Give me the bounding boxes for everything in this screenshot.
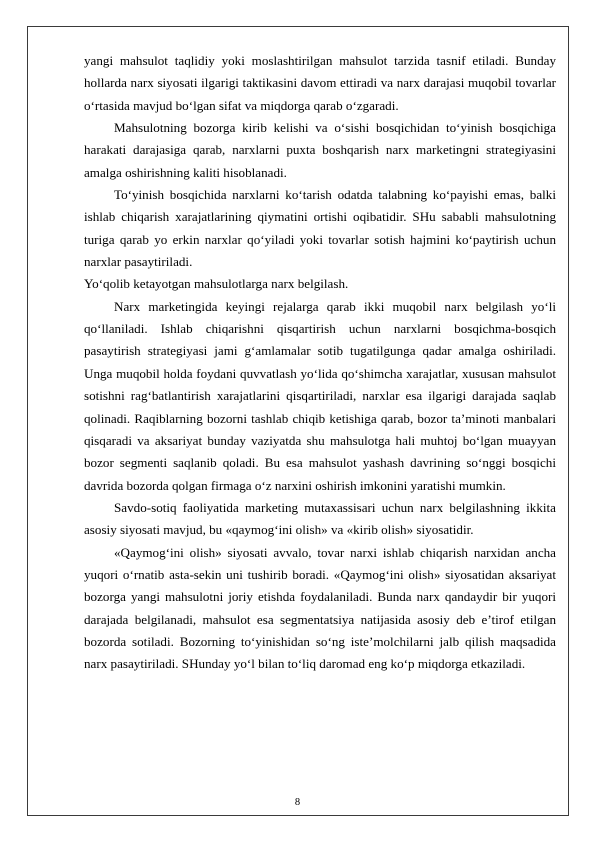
paragraph-2: Mahsulotning bozorga kirib kelishi va o‘sishi bosqichidan to‘yinish bosqichiga harakati darajasiga qarab, narxlarni puxta boshqarish narx marketingni strategiyasini amalga oshirishning kaliti hisoblanadi.: [84, 120, 556, 180]
page-number: 8: [294, 797, 301, 808]
paragraph-6: «Qaymog‘ini olish» siyosati avvalo, tovar narxi ishlab chiqarish narxidan ancha yuqori o‘rnatib asta-sekin uni tushirib boradi. «Qaymog‘ini olish» siyosatidan aksariyat bozorga yangi mahsulotni joriy etishda foydalaniladi. Bunda narx qandaydir bir yuqori darajada belgilanadi, mahsulot esa segmentatsiya natijasida asosiy deb e’tirof etilgan bozorda sotiladi. Bozorning to‘yinishidan so‘ng iste’molchilarni jalb qilish maqsadida narx pasaytiriladi. SHunday yo‘l bilan to‘liq daromad eng ko‘p miqdorga etkaziladi.: [84, 544, 556, 672]
paragraph-4: Narx marketingida keyingi rejalarga qarab ikki muqobil narx belgilash yo‘li qo‘llaniladi. Ishlab chiqarishni qisqartirish uchun narxlarni bosqichma-bosqich pasaytirish strategiyasi jami g‘amlamalar sotib tugatilgunga qadar amalga oshiriladi. Unga muqobil holda foydani quvvatlash yo‘lida qo‘shimcha xarajatlar, xususan mahsulot sotishni rag‘batlantirish xarajatlarini qisqartiriladi, narxlar esa ilgarigi darajada saqlab qolinadi. Raqiblarning bozorni tashlab chiqib ketishiga qarab, bozor ta’minoti manbalari qisqaradi va aksariyat bunday vaziyatda shu mahsulotga hali muhtoj bo‘lgan muayyan bozor segmenti saqlanib qoladi. Bu esa mahsulot yashash davrining so‘nggi bosqichi davrida bozorda qolgan firmaga o‘z narxini oshirish imkonini yaratishi mumkin.: [84, 298, 556, 493]
paragraph-5: Savdo-sotiq faoliyatida marketing mutaxassisari uchun narx belgilashning ikkita asosiy siyosati mavjud, bu «qaymog‘ini olish» va «kirib olish» siyosatidir.: [84, 499, 556, 538]
paragraph-1: yangi mahsulot taqlidiy yoki moslashtirilgan mahsulot tarzida tasnif etiladi. Bunday hollarda narx siyosati ilgarigi taktikasini davom ettiradi va narx darajasi muqobil tovarlar o‘rtasida mavjud bo‘lgan sifat va miqdorga qarab o‘zgaradi.: [84, 53, 556, 113]
paragraph-3: To‘yinish bosqichida narxlarni ko‘tarish odatda talabning ko‘payishi emas, balki ishlab chiqarish xarajatlarining qiymatini ortishi oqibatidir. SHu sababli mahsulotning turiga qarab yo erkin narxlar qo‘yiladi yoki tovarlar sotish hajmini ko‘paytirish uchun narxlar pasaytiriladi.: [84, 187, 556, 270]
document-body: [84, 50, 556, 676]
section-heading: Yo‘qolib ketayotgan mahsulotlarga narx belgilash.: [84, 276, 349, 292]
